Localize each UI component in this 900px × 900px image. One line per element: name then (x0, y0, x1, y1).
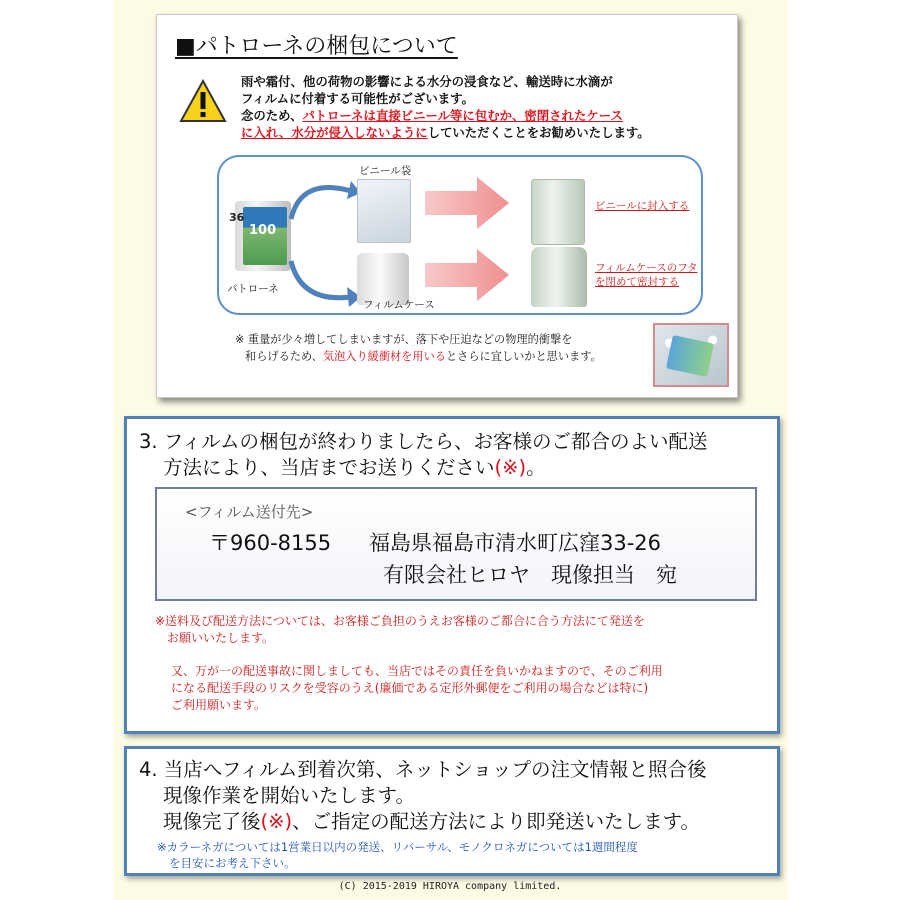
notice-text: 念のため、 (241, 108, 303, 123)
warning-triangle-icon (179, 79, 227, 123)
note-line: ご利用願います。 (171, 698, 267, 712)
note-text: 和らげるため、 (245, 350, 323, 363)
step3-asterisk: (※) (494, 456, 527, 479)
notice-line: フィルムに付着する可能性がございます。 (241, 91, 474, 106)
note-line: ※ 重量が少々増してしまいますが、落下や圧迫などの物理的衝撃を (235, 333, 573, 346)
recipient: 有限会社ヒロヤ 現像担当 宛 (383, 563, 677, 587)
step3-text: 方法により、当店までお送りください (163, 456, 495, 479)
address-label: <フィルム送付先> (185, 503, 314, 521)
step4-text: 、ご指定の配送方法により即発送いたします。 (292, 810, 701, 833)
film-case-label: フィルムケース (363, 299, 435, 311)
note-line (235, 348, 645, 365)
film-iso: 100 (249, 223, 277, 238)
vinyl-bag-label: ビニール袋 (359, 165, 412, 177)
note-line: ※送料及び配送方法については、お客様ご負担のうえお客様のご都合に合う方法にて発送を (155, 614, 645, 628)
vinyl-bag-image (357, 179, 411, 243)
patrone-section-title: ■パトローネの梱包について (175, 34, 458, 59)
seal-case-line: を閉めて密封する (595, 276, 679, 288)
note-line: ※カラーネガについては1営業日以内の発送、リバーサル、モノクロネガについては1週間程度 (157, 840, 638, 854)
note-line: を目安にお考え下さい。 (169, 856, 296, 870)
moisture-notice (241, 73, 731, 141)
notice-line (241, 107, 731, 124)
shipping-address-box (155, 487, 757, 601)
copyright: (C) 2015-2019 HIROYA company limited. (338, 881, 562, 892)
seal-case-line: フィルムケースのフタ (595, 262, 698, 274)
postal-code: 〒960-8155 (209, 531, 332, 555)
notice-emphasis: パトローネは直接ビニール等に包むか、密閉されたケース (302, 108, 623, 123)
notice-text: していただくことをお勧めいたします。 (427, 125, 650, 140)
street-address: 福島県福島市清水町広窪33-26 (369, 531, 662, 555)
bubble-wrap-image (653, 323, 729, 387)
seal-case-label (595, 261, 697, 289)
step4-line: 現像作業を開始いたします。 (163, 784, 415, 807)
step3-line: 3. フィルムの梱包が終わりましたら、お客様のご都合のよい配送 (139, 430, 708, 453)
shipping-cost-note (155, 613, 645, 647)
note-line: お願いいたします。 (167, 631, 275, 645)
step4-asterisk: (※) (260, 810, 293, 833)
patrone-packaging-panel (156, 14, 738, 398)
step4-line (163, 809, 700, 835)
seal-bag-label: ビニールに封入する (595, 200, 690, 212)
arrow-right-icon (425, 249, 509, 301)
note-text: とさらに宜しいかと思います。 (445, 350, 602, 363)
notice-emphasis: に入れ、水分が侵入しないように (241, 125, 428, 140)
step4-text: 現像完了後 (163, 810, 261, 833)
note-line: 又、万が一の配送事故に関しましても、当店ではその責任を負いかねますので、そのご利用 (171, 664, 663, 678)
film-count: 36 (229, 211, 245, 224)
step3-line (163, 455, 546, 481)
note-line: になる配送手段のリスクを受容のうえ(廉価である定形外郵便をご利用の場合などは特に) (171, 681, 649, 695)
cushioning-note (235, 331, 645, 365)
note-emphasis: 気泡入り緩衝材を用いる (322, 350, 446, 363)
notice-line (241, 124, 731, 141)
patrone-label: パトローネ (227, 283, 279, 295)
step4-line: 4. 当店へフィルム到着次第、ネットショップの注文情報と照合後 (139, 758, 707, 781)
curved-arrow-icon (281, 169, 361, 309)
notice-line: 雨や霜付、他の荷物の影響による水分の浸食など、輸送時に水滴が (241, 74, 613, 89)
turnaround-note (157, 839, 638, 871)
step3-panel (124, 416, 780, 734)
sealed-case-image (531, 247, 587, 307)
packaging-illustration (217, 155, 703, 315)
sealed-bag-image (531, 179, 585, 245)
shipping-accident-note (171, 663, 663, 714)
wrapped-film-image (666, 335, 714, 377)
step4-panel (124, 746, 780, 876)
step3-text: 。 (526, 456, 546, 479)
arrow-right-icon (425, 177, 509, 229)
